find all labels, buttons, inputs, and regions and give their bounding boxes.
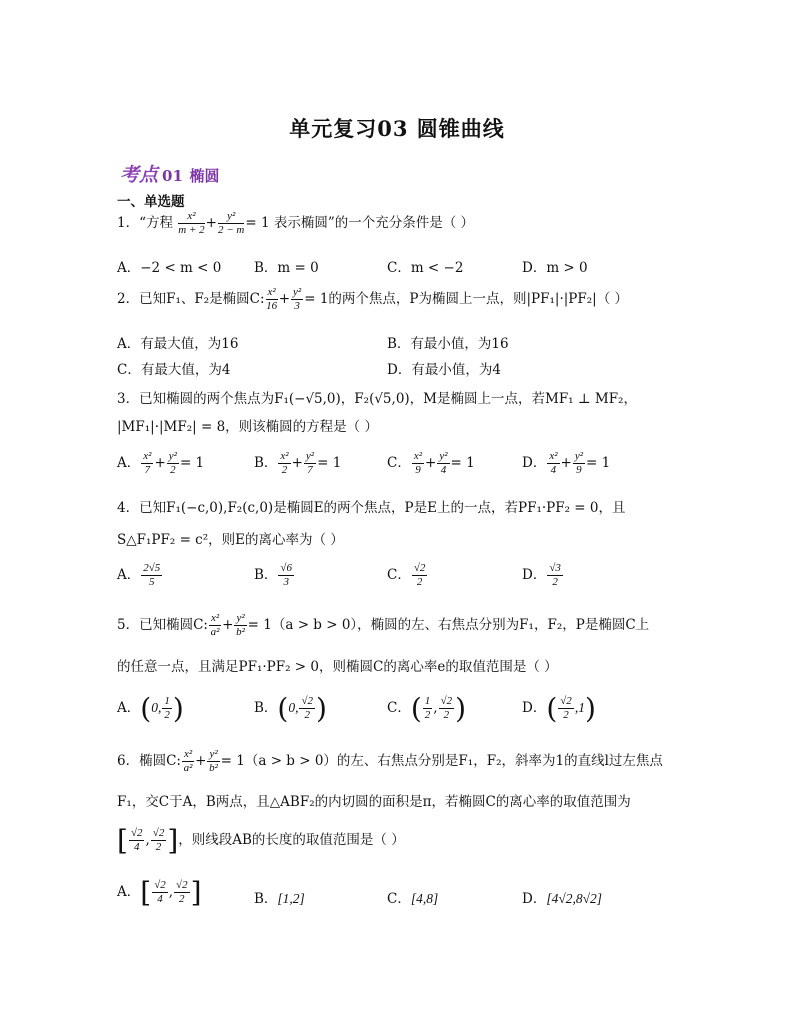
- q6-option-a: A．[ $\frac{√2}{4}$ , $\frac{√2}{2}$ ]: [117, 876, 202, 909]
- q3-option-a: A． $\frac{\text{x²}}{7}$ + $\frac{\text{y²}}{2}$ = 1: [117, 450, 205, 476]
- q2-option-a: A．有最大值，为16: [117, 336, 239, 352]
- q4-line2: S△F₁PF₂ = c²，则E的离心率为（ ）: [117, 532, 344, 548]
- q6-option-c: C．[4,8]: [387, 891, 439, 907]
- q3-option-d: D． $\frac{\text{x²}}{4}$ + $\frac{\text{y²}}{9}$ = 1: [522, 450, 611, 476]
- kaodian-topic: 椭圆: [189, 167, 220, 185]
- q5-stem-b: （a > b > 0），椭圆的左、右焦点分别为F₁，F₂，P是椭圆C上: [271, 617, 650, 633]
- q6-line3: [ $\frac{√2}{4}$ , $\frac{√2}{2}$ ]，则线段AB的长度的取值范围是（ ）: [117, 824, 405, 857]
- kaodian-heading: [120, 160, 220, 187]
- q2-option-b: B．有最小值，为16: [387, 336, 509, 352]
- question-1: 1．“方程 $\frac{\text{x²}}{m + 2}$ + $\frac{\text{y²}}{2 - m}$ = 1 表示椭圆”的一个充分条件是（ ）: [117, 210, 475, 236]
- q1-option-c: C．m < −2: [387, 260, 464, 276]
- q5-option-d: D．( $\frac{√2}{2}$ ,1): [522, 692, 596, 725]
- q4-option-c: C． $\frac{√2}{2}$: [387, 562, 426, 588]
- frac-y2: $\frac{\text{y²}}{2 - m}$: [217, 210, 245, 236]
- q3-option-b: B． $\frac{\text{x²}}{2}$ + $\frac{\text{y²}}{7}$ = 1: [254, 450, 342, 476]
- q2-stem-b: 的两个焦点，P为椭圆上一点，则|PF₁|·|PF₂|（ ）: [328, 291, 629, 307]
- q4-line1: 4．已知F₁(−c,0),F₂(c,0)是椭圆E的两个焦点，P是E上的一点，若PF₁·PF₂ = 0，且: [117, 500, 626, 516]
- q6-stem-b: （a > b > 0）的左、右焦点分别是F₁，F₂，斜率为1的直线l过左焦点: [244, 753, 663, 769]
- q5-option-c: C．( $\frac{1}{2}$ , $\frac{√2}{2}$ ): [387, 692, 467, 725]
- q3-option-c: C． $\frac{\text{x²}}{9}$ + $\frac{\text{y²}}{4}$ = 1: [387, 450, 475, 476]
- q6-option-d: D．[4√2,8√2]: [522, 891, 603, 907]
- q1-stem-a: 1．“方程: [117, 215, 173, 231]
- q1-option-a: A．−2 < m < 0: [117, 260, 222, 276]
- frac-y2-3: $\frac{\text{y²}}{3}$: [293, 286, 302, 312]
- q2-option-c: C．有最大值，为4: [117, 362, 231, 378]
- section-heading: 一、单选题: [117, 194, 185, 210]
- question-6: 6．椭圆C: $\frac{\text{x²}}{\text{a²}}$ + $\frac{\text{y²}}{\text{b²}}$ = 1（a > b > 0）的左、右焦点分别是F₁，F₂，斜率为1的直线l过左焦点: [117, 748, 663, 774]
- q5-option-b: B．(0, $\frac{√2}{2}$ ): [254, 692, 327, 725]
- q4-option-b: B． $\frac{√6}{3}$: [254, 562, 292, 588]
- frac-x2: $\frac{\text{x²}}{m + 2}$: [178, 210, 205, 236]
- kaodian-num: 01: [162, 167, 183, 185]
- page-title: 单元复习03 圆锥曲线: [289, 116, 505, 141]
- q3-line1: 3．已知椭圆的两个焦点为F₁(−√5,0)，F₂(√5,0)，M是椭圆上一点，若MF₁ ⊥ MF₂，: [117, 391, 637, 407]
- q6-line2: F₁，交C于A，B两点，且△ABF₂的内切圆的面积是π，若椭圆C的离心率的取值范围为: [117, 794, 631, 810]
- question-2: 2．已知F₁、F₂是椭圆C: $\frac{\text{x²}}{16}$ + $\frac{\text{y²}}{3}$ = 1的两个焦点，P为椭圆上一点，则|PF₁|·|PF₂|（ ）: [117, 286, 629, 312]
- q1-stem-b: 表示椭圆”的一个充分条件是（ ）: [273, 215, 475, 231]
- q1-option-b: B．m = 0: [254, 260, 319, 276]
- question-5: 5．已知椭圆C: $\frac{\text{x²}}{\text{a²}}$ + $\frac{\text{y²}}{\text{b²}}$ = 1（a > b > 0），椭圆的左、右焦点分别为F₁，F₂，P是椭圆C上: [117, 612, 650, 638]
- q1-option-d: D．m > 0: [522, 260, 588, 276]
- q2-stem-a: 2．已知F₁、F₂是椭圆C:: [117, 291, 265, 307]
- q6-option-b: B．[1,2]: [254, 891, 305, 907]
- frac-x2-16: $\frac{\text{x²}}{16}$: [266, 286, 278, 312]
- q3-line2: |MF₁|·|MF₂| = 8，则该椭圆的方程是（ ）: [117, 419, 378, 435]
- q5-line2: 的任意一点，且满足PF₁·PF₂ > 0，则椭圆C的离心率e的取值范围是（ ）: [117, 659, 558, 675]
- q4-option-a: A． $\frac{2√5}{5}$: [117, 562, 161, 588]
- q5-option-a: A．(0, $\frac{1}{2}$ ): [117, 692, 184, 725]
- kaodian-label: 考点: [120, 164, 159, 186]
- q4-option-d: D． $\frac{√3}{2}$: [522, 562, 561, 588]
- q2-option-d: D．有最小值，为4: [387, 362, 501, 378]
